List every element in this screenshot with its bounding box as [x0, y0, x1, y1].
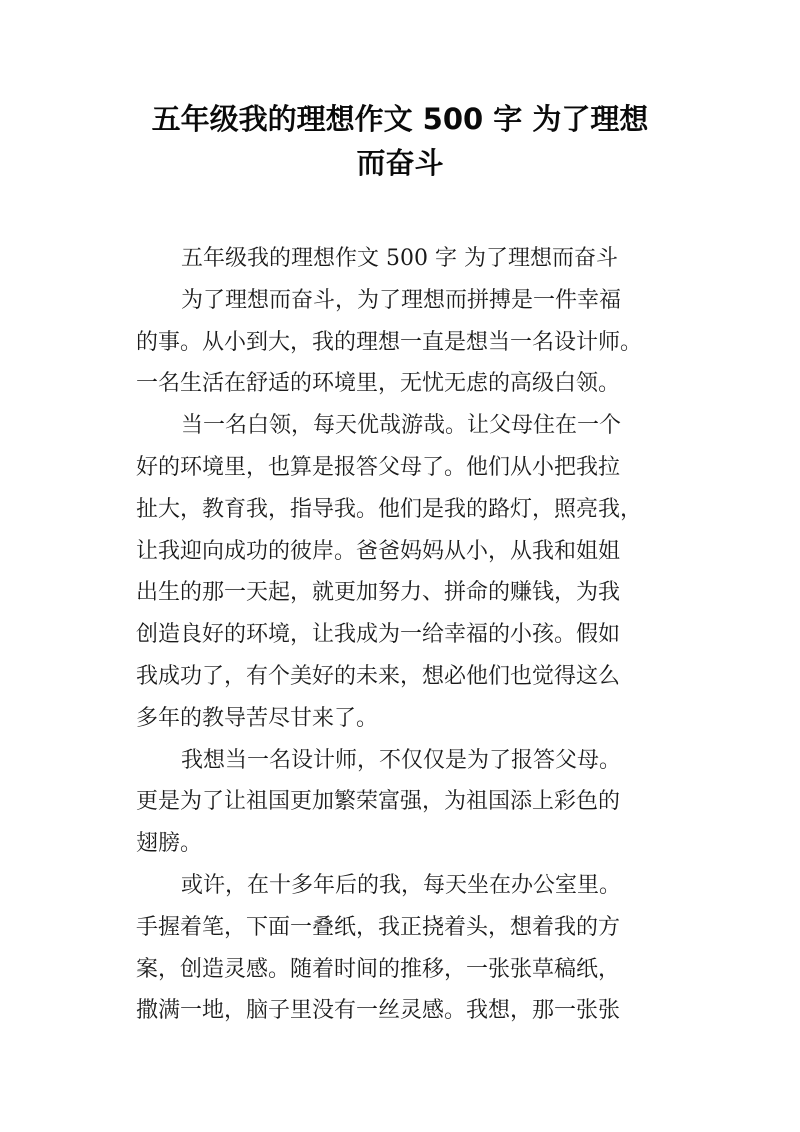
body-line: 当一名白领，每天优哉游哉。让父母住在一个 — [181, 413, 622, 439]
document-title — [100, 97, 700, 185]
body-line: 撒满一地，脑子里没有一丝灵感。我想，那一张张 — [136, 998, 621, 1024]
body-line: 好的环境里，也算是报答父母了。他们从小把我拉 — [136, 454, 621, 480]
body-line: 多年的教导苦尽甘来了。 — [136, 705, 379, 731]
body-line: 或许，在十多年后的我，每天坐在办公室里。 — [181, 872, 622, 898]
body-line: 的事。从小到大，我的理想一直是想当一名设计师。 — [136, 329, 643, 355]
body-line: 我成功了，有个美好的未来，想必他们也觉得这么 — [136, 663, 621, 689]
body-line: 我想当一名设计师，不仅仅是为了报答父母。 — [181, 747, 622, 773]
document-body — [136, 238, 676, 1032]
body-line: 一名生活在舒适的环境里，无忧无虑的高级白领。 — [136, 371, 621, 397]
body-line: 更是为了让祖国更加繁荣富强，为祖国添上彩色的 — [136, 789, 621, 815]
body-line: 创造良好的环境，让我成为一给幸福的小孩。假如 — [136, 622, 621, 648]
body-line: 五年级我的理想作文 500 字 为了理想而奋斗 — [181, 246, 618, 271]
body-line: 手握着笔，下面一叠纸，我正挠着头，想着我的方 — [136, 914, 621, 940]
body-line: 出生的那一天起，就更加努力、拼命的赚钱，为我 — [136, 580, 621, 606]
body-line: 扯大，教育我，指导我。他们是我的路灯，照亮我， — [136, 496, 643, 522]
title-line-1: 五年级我的理想作文 500 字 为了理想 — [151, 102, 649, 136]
body-line: 让我迎向成功的彼岸。爸爸妈妈从小，从我和姐姐 — [136, 538, 621, 564]
body-line: 案，创造灵感。随着时间的推移，一张张草稿纸， — [136, 956, 621, 982]
body-line: 为了理想而奋斗，为了理想而拼搏是一件幸福 — [181, 287, 622, 313]
body-line: 翅膀。 — [136, 831, 203, 857]
title-line-2: 而奋斗 — [356, 146, 444, 180]
